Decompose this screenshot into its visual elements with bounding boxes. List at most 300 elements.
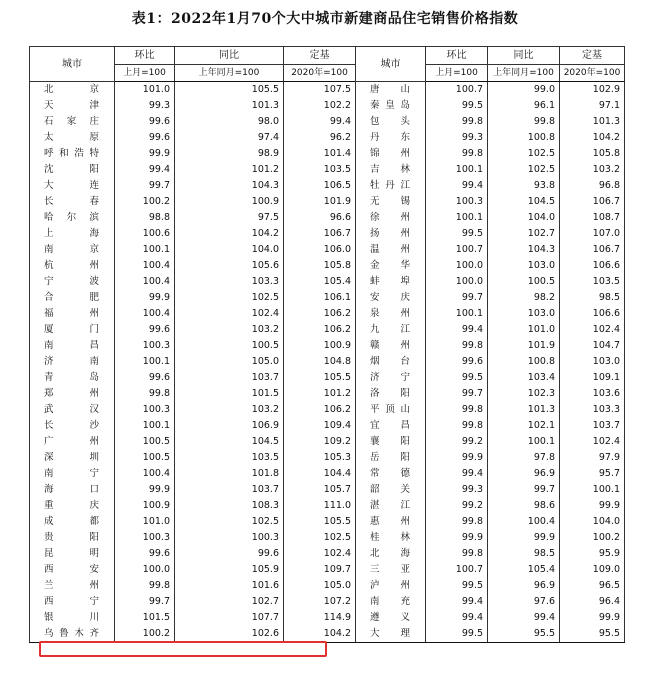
city-left-cell: 西安 xyxy=(30,562,115,578)
base-left-cell: 101.9 xyxy=(284,194,356,210)
mom-left-cell: 99.6 xyxy=(115,114,175,130)
yoy-left-cell: 102.4 xyxy=(175,306,284,322)
base-left-cell: 99.4 xyxy=(284,114,356,130)
yoy-right-cell: 102.1 xyxy=(488,418,560,434)
yoy-subheader-left: 上年同月=100 xyxy=(175,65,284,82)
yoy-left-cell: 102.7 xyxy=(175,594,284,610)
mom-left-cell: 100.2 xyxy=(115,194,175,210)
mom-left-cell: 99.6 xyxy=(115,370,175,386)
mom-right-cell: 99.2 xyxy=(426,498,488,514)
yoy-right-cell: 105.4 xyxy=(488,562,560,578)
base-left-cell: 106.5 xyxy=(284,178,356,194)
base-right-cell: 102.4 xyxy=(560,322,625,338)
mom-right-cell: 99.8 xyxy=(426,338,488,354)
mom-right-cell: 100.7 xyxy=(426,82,488,99)
mom-right-cell: 100.7 xyxy=(426,242,488,258)
yoy-right-cell: 104.5 xyxy=(488,194,560,210)
mom-left-cell: 99.9 xyxy=(115,146,175,162)
yoy-left-cell: 101.8 xyxy=(175,466,284,482)
table-row xyxy=(30,418,625,434)
base-right-cell: 100.2 xyxy=(560,530,625,546)
table-row xyxy=(30,498,625,514)
table-row xyxy=(30,178,625,194)
base-subheader-right: 2020年=100 xyxy=(560,65,625,82)
mom-left-cell: 99.9 xyxy=(115,482,175,498)
base-left-cell: 106.1 xyxy=(284,290,356,306)
city-left-cell: 海口 xyxy=(30,482,115,498)
yoy-left-cell: 108.3 xyxy=(175,498,284,514)
mom-left-cell: 100.3 xyxy=(115,530,175,546)
mom-right-cell: 99.5 xyxy=(426,370,488,386)
table-row xyxy=(30,194,625,210)
mom-right-cell: 99.5 xyxy=(426,578,488,594)
city-right-cell: 三亚 xyxy=(356,562,426,578)
city-left-cell: 大连 xyxy=(30,178,115,194)
city-left-cell: 济南 xyxy=(30,354,115,370)
yoy-right-cell: 95.5 xyxy=(488,626,560,643)
yoy-right-cell: 97.8 xyxy=(488,450,560,466)
mom-right-cell: 99.6 xyxy=(426,354,488,370)
table-row xyxy=(30,82,625,99)
city-left-cell: 呼和浩特 xyxy=(30,146,115,162)
base-left-cell: 101.4 xyxy=(284,146,356,162)
yoy-right-cell: 99.9 xyxy=(488,530,560,546)
mom-right-cell: 100.0 xyxy=(426,274,488,290)
highlight-box-xining xyxy=(39,641,327,657)
mom-right-cell: 99.8 xyxy=(426,514,488,530)
table-row xyxy=(30,578,625,594)
yoy-right-cell: 104.3 xyxy=(488,242,560,258)
yoy-right-cell: 102.3 xyxy=(488,386,560,402)
yoy-left-cell: 105.0 xyxy=(175,354,284,370)
yoy-right-cell: 99.0 xyxy=(488,82,560,99)
table-row xyxy=(30,162,625,178)
yoy-right-cell: 103.0 xyxy=(488,306,560,322)
city-right-cell: 无锡 xyxy=(356,194,426,210)
mom-right-cell: 99.8 xyxy=(426,418,488,434)
mom-left-cell: 98.8 xyxy=(115,210,175,226)
yoy-left-cell: 105.6 xyxy=(175,258,284,274)
mom-right-cell: 99.8 xyxy=(426,546,488,562)
city-left-cell: 郑州 xyxy=(30,386,115,402)
city-left-cell: 长春 xyxy=(30,194,115,210)
base-left-cell: 109.7 xyxy=(284,562,356,578)
mom-left-cell: 100.4 xyxy=(115,466,175,482)
city-right-cell: 包头 xyxy=(356,114,426,130)
base-left-cell: 105.3 xyxy=(284,450,356,466)
city-right-cell: 济宁 xyxy=(356,370,426,386)
mom-left-cell: 99.7 xyxy=(115,594,175,610)
mom-header-right: 环比 xyxy=(426,47,488,65)
base-right-cell: 101.3 xyxy=(560,114,625,130)
mom-right-cell: 99.7 xyxy=(426,386,488,402)
city-left-cell: 哈尔滨 xyxy=(30,210,115,226)
mom-right-cell: 99.5 xyxy=(426,98,488,114)
mom-left-cell: 100.0 xyxy=(115,562,175,578)
base-right-cell: 95.7 xyxy=(560,466,625,482)
city-header-right: 城市 xyxy=(356,47,426,82)
mom-left-cell: 99.6 xyxy=(115,546,175,562)
base-right-cell: 98.5 xyxy=(560,290,625,306)
yoy-left-cell: 97.4 xyxy=(175,130,284,146)
mom-left-cell: 101.5 xyxy=(115,610,175,626)
mom-right-cell: 99.5 xyxy=(426,226,488,242)
city-right-cell: 秦皇岛 xyxy=(356,98,426,114)
yoy-header-left: 同比 xyxy=(175,47,284,65)
base-right-cell: 100.1 xyxy=(560,482,625,498)
base-left-cell: 109.2 xyxy=(284,434,356,450)
mom-left-cell: 100.2 xyxy=(115,626,175,643)
table-row xyxy=(30,626,625,643)
city-right-cell: 九江 xyxy=(356,322,426,338)
base-left-cell: 106.2 xyxy=(284,306,356,322)
base-left-cell: 106.0 xyxy=(284,242,356,258)
table-row xyxy=(30,322,625,338)
mom-left-cell: 99.6 xyxy=(115,322,175,338)
base-left-cell: 100.9 xyxy=(284,338,356,354)
table-row xyxy=(30,450,625,466)
yoy-right-cell: 100.4 xyxy=(488,514,560,530)
city-right-cell: 温州 xyxy=(356,242,426,258)
city-left-cell: 兰州 xyxy=(30,578,115,594)
city-left-cell: 长沙 xyxy=(30,418,115,434)
base-left-cell: 101.2 xyxy=(284,386,356,402)
mom-right-cell: 99.5 xyxy=(426,626,488,643)
table-row xyxy=(30,210,625,226)
table-row xyxy=(30,98,625,114)
yoy-left-cell: 102.6 xyxy=(175,626,284,643)
city-right-cell: 平顶山 xyxy=(356,402,426,418)
mom-left-cell: 100.5 xyxy=(115,434,175,450)
base-right-cell: 97.9 xyxy=(560,450,625,466)
base-right-cell: 104.2 xyxy=(560,130,625,146)
base-right-cell: 102.9 xyxy=(560,82,625,99)
city-left-cell: 沈阳 xyxy=(30,162,115,178)
base-right-cell: 103.6 xyxy=(560,386,625,402)
yoy-right-cell: 104.0 xyxy=(488,210,560,226)
city-header-left: 城市 xyxy=(30,47,115,82)
mom-right-cell: 99.4 xyxy=(426,466,488,482)
base-right-cell: 109.0 xyxy=(560,562,625,578)
yoy-right-cell: 101.3 xyxy=(488,402,560,418)
yoy-left-cell: 101.5 xyxy=(175,386,284,402)
table-row xyxy=(30,306,625,322)
city-left-cell: 银川 xyxy=(30,610,115,626)
city-right-cell: 锦州 xyxy=(356,146,426,162)
mom-right-cell: 99.8 xyxy=(426,146,488,162)
city-right-cell: 烟台 xyxy=(356,354,426,370)
city-right-cell: 桂林 xyxy=(356,530,426,546)
base-right-cell: 103.5 xyxy=(560,274,625,290)
yoy-right-cell: 97.6 xyxy=(488,594,560,610)
yoy-right-cell: 103.4 xyxy=(488,370,560,386)
table-row xyxy=(30,290,625,306)
city-left-cell: 天津 xyxy=(30,98,115,114)
mom-right-cell: 99.8 xyxy=(426,114,488,130)
city-right-cell: 南充 xyxy=(356,594,426,610)
yoy-right-cell: 98.6 xyxy=(488,498,560,514)
city-right-cell: 泸州 xyxy=(356,578,426,594)
base-right-cell: 95.9 xyxy=(560,546,625,562)
yoy-right-cell: 98.2 xyxy=(488,290,560,306)
city-left-cell: 成都 xyxy=(30,514,115,530)
table-row xyxy=(30,370,625,386)
base-right-cell: 106.6 xyxy=(560,306,625,322)
city-right-cell: 牡丹江 xyxy=(356,178,426,194)
city-right-cell: 襄阳 xyxy=(356,434,426,450)
mom-left-cell: 100.6 xyxy=(115,226,175,242)
yoy-right-cell: 96.9 xyxy=(488,578,560,594)
mom-right-cell: 100.3 xyxy=(426,194,488,210)
base-right-cell: 103.2 xyxy=(560,162,625,178)
table-row xyxy=(30,130,625,146)
mom-right-cell: 99.9 xyxy=(426,450,488,466)
yoy-left-cell: 103.5 xyxy=(175,450,284,466)
base-right-cell: 96.8 xyxy=(560,178,625,194)
yoy-right-cell: 98.5 xyxy=(488,546,560,562)
yoy-left-cell: 103.7 xyxy=(175,482,284,498)
mom-left-cell: 100.1 xyxy=(115,242,175,258)
table-row xyxy=(30,338,625,354)
city-left-cell: 深圳 xyxy=(30,450,115,466)
base-left-cell: 111.0 xyxy=(284,498,356,514)
table-row xyxy=(30,274,625,290)
mom-left-cell: 100.1 xyxy=(115,418,175,434)
base-left-cell: 107.5 xyxy=(284,82,356,99)
yoy-left-cell: 100.5 xyxy=(175,338,284,354)
table-row xyxy=(30,514,625,530)
base-right-cell: 107.0 xyxy=(560,226,625,242)
table-row xyxy=(30,258,625,274)
city-right-cell: 蚌埠 xyxy=(356,274,426,290)
mom-left-cell: 101.0 xyxy=(115,514,175,530)
yoy-left-cell: 103.2 xyxy=(175,402,284,418)
city-left-cell: 南宁 xyxy=(30,466,115,482)
mom-left-cell: 101.0 xyxy=(115,82,175,99)
city-right-cell: 赣州 xyxy=(356,338,426,354)
mom-left-cell: 99.7 xyxy=(115,178,175,194)
base-right-cell: 99.9 xyxy=(560,498,625,514)
table-title: 表1：2022年1月70个大中城市新建商品住宅销售价格指数 xyxy=(131,11,519,27)
yoy-left-cell: 104.0 xyxy=(175,242,284,258)
base-left-cell: 114.9 xyxy=(284,610,356,626)
table-row xyxy=(30,546,625,562)
city-right-cell: 洛阳 xyxy=(356,386,426,402)
base-left-cell: 106.2 xyxy=(284,322,356,338)
city-right-cell: 大理 xyxy=(356,626,426,643)
yoy-left-cell: 103.7 xyxy=(175,370,284,386)
city-right-cell: 金华 xyxy=(356,258,426,274)
yoy-left-cell: 104.3 xyxy=(175,178,284,194)
city-right-cell: 惠州 xyxy=(356,514,426,530)
mom-right-cell: 100.1 xyxy=(426,210,488,226)
yoy-left-cell: 102.5 xyxy=(175,290,284,306)
table-row xyxy=(30,434,625,450)
base-right-cell: 103.3 xyxy=(560,402,625,418)
yoy-right-cell: 102.5 xyxy=(488,146,560,162)
city-right-cell: 扬州 xyxy=(356,226,426,242)
table-row xyxy=(30,146,625,162)
yoy-left-cell: 104.5 xyxy=(175,434,284,450)
city-left-cell: 乌鲁木齐 xyxy=(30,626,115,643)
base-right-cell: 105.8 xyxy=(560,146,625,162)
mom-right-cell: 99.7 xyxy=(426,290,488,306)
city-right-cell: 北海 xyxy=(356,546,426,562)
yoy-left-cell: 100.3 xyxy=(175,530,284,546)
base-right-cell: 95.5 xyxy=(560,626,625,643)
city-right-cell: 吉林 xyxy=(356,162,426,178)
header-row xyxy=(30,47,625,65)
yoy-left-cell: 99.6 xyxy=(175,546,284,562)
base-right-cell: 96.5 xyxy=(560,578,625,594)
mom-right-cell: 100.1 xyxy=(426,306,488,322)
yoy-right-cell: 99.8 xyxy=(488,114,560,130)
yoy-right-cell: 102.7 xyxy=(488,226,560,242)
yoy-right-cell: 103.0 xyxy=(488,258,560,274)
yoy-right-cell: 100.1 xyxy=(488,434,560,450)
mom-left-cell: 100.1 xyxy=(115,354,175,370)
yoy-left-cell: 104.2 xyxy=(175,226,284,242)
mom-header-left: 环比 xyxy=(115,47,175,65)
city-left-cell: 太原 xyxy=(30,130,115,146)
base-right-cell: 97.1 xyxy=(560,98,625,114)
mom-left-cell: 100.4 xyxy=(115,274,175,290)
base-right-cell: 108.7 xyxy=(560,210,625,226)
table-row xyxy=(30,226,625,242)
yoy-right-cell: 93.8 xyxy=(488,178,560,194)
city-left-cell: 厦门 xyxy=(30,322,115,338)
yoy-right-cell: 101.0 xyxy=(488,322,560,338)
yoy-left-cell: 103.2 xyxy=(175,322,284,338)
table-row xyxy=(30,114,625,130)
yoy-left-cell: 97.5 xyxy=(175,210,284,226)
city-right-cell: 泉州 xyxy=(356,306,426,322)
table-row xyxy=(30,562,625,578)
yoy-left-cell: 101.2 xyxy=(175,162,284,178)
mom-left-cell: 99.4 xyxy=(115,162,175,178)
yoy-right-cell: 100.5 xyxy=(488,274,560,290)
city-left-cell: 石家庄 xyxy=(30,114,115,130)
yoy-left-cell: 101.6 xyxy=(175,578,284,594)
city-right-cell: 徐州 xyxy=(356,210,426,226)
city-left-cell: 武汉 xyxy=(30,402,115,418)
yoy-left-cell: 105.9 xyxy=(175,562,284,578)
yoy-left-cell: 107.7 xyxy=(175,610,284,626)
base-left-cell: 106.7 xyxy=(284,226,356,242)
city-left-cell: 上海 xyxy=(30,226,115,242)
yoy-right-cell: 99.4 xyxy=(488,610,560,626)
city-right-cell: 岳阳 xyxy=(356,450,426,466)
city-left-cell: 宁波 xyxy=(30,274,115,290)
base-right-cell: 103.7 xyxy=(560,418,625,434)
table-row xyxy=(30,386,625,402)
mom-right-cell: 100.0 xyxy=(426,258,488,274)
yoy-right-cell: 96.9 xyxy=(488,466,560,482)
city-left-cell: 南京 xyxy=(30,242,115,258)
yoy-left-cell: 98.0 xyxy=(175,114,284,130)
base-left-cell: 107.2 xyxy=(284,594,356,610)
base-left-cell: 106.2 xyxy=(284,402,356,418)
mom-left-cell: 100.4 xyxy=(115,306,175,322)
city-right-cell: 韶关 xyxy=(356,482,426,498)
city-right-cell: 湛江 xyxy=(356,498,426,514)
city-right-cell: 常德 xyxy=(356,466,426,482)
city-left-cell: 北京 xyxy=(30,82,115,99)
mom-left-cell: 100.5 xyxy=(115,450,175,466)
yoy-right-cell: 100.8 xyxy=(488,354,560,370)
mom-right-cell: 99.4 xyxy=(426,322,488,338)
base-subheader-left: 2020年=100 xyxy=(284,65,356,82)
yoy-right-cell: 96.1 xyxy=(488,98,560,114)
city-left-cell: 南昌 xyxy=(30,338,115,354)
yoy-subheader-right: 上年同月=100 xyxy=(488,65,560,82)
mom-left-cell: 100.4 xyxy=(115,258,175,274)
table-row xyxy=(30,594,625,610)
base-left-cell: 102.2 xyxy=(284,98,356,114)
base-left-cell: 96.6 xyxy=(284,210,356,226)
table-row xyxy=(30,530,625,546)
city-left-cell: 合肥 xyxy=(30,290,115,306)
city-right-cell: 丹东 xyxy=(356,130,426,146)
city-left-cell: 贵阳 xyxy=(30,530,115,546)
mom-right-cell: 99.8 xyxy=(426,402,488,418)
yoy-right-cell: 99.7 xyxy=(488,482,560,498)
table-row xyxy=(30,354,625,370)
city-left-cell: 福州 xyxy=(30,306,115,322)
mom-left-cell: 99.3 xyxy=(115,98,175,114)
base-header-right: 定基 xyxy=(560,47,625,65)
base-left-cell: 102.4 xyxy=(284,546,356,562)
mom-left-cell: 99.8 xyxy=(115,578,175,594)
table-row xyxy=(30,610,625,626)
base-right-cell: 102.4 xyxy=(560,434,625,450)
city-right-cell: 遵义 xyxy=(356,610,426,626)
city-left-cell: 青岛 xyxy=(30,370,115,386)
base-right-cell: 104.0 xyxy=(560,514,625,530)
city-left-cell: 昆明 xyxy=(30,546,115,562)
base-left-cell: 102.5 xyxy=(284,530,356,546)
base-right-cell: 96.4 xyxy=(560,594,625,610)
subheader-row xyxy=(30,65,625,82)
base-right-cell: 103.0 xyxy=(560,354,625,370)
base-right-cell: 104.7 xyxy=(560,338,625,354)
mom-left-cell: 100.9 xyxy=(115,498,175,514)
base-left-cell: 104.2 xyxy=(284,626,356,643)
yoy-right-cell: 101.9 xyxy=(488,338,560,354)
base-left-cell: 104.8 xyxy=(284,354,356,370)
city-right-cell: 宜昌 xyxy=(356,418,426,434)
city-left-cell: 西宁 xyxy=(30,594,115,610)
mom-left-cell: 100.3 xyxy=(115,338,175,354)
mom-left-cell: 99.8 xyxy=(115,386,175,402)
mom-right-cell: 99.3 xyxy=(426,130,488,146)
mom-subheader-left: 上月=100 xyxy=(115,65,175,82)
yoy-left-cell: 101.3 xyxy=(175,98,284,114)
city-left-cell: 广州 xyxy=(30,434,115,450)
yoy-left-cell: 100.9 xyxy=(175,194,284,210)
city-right-cell: 安庆 xyxy=(356,290,426,306)
mom-right-cell: 99.4 xyxy=(426,178,488,194)
yoy-right-cell: 100.8 xyxy=(488,130,560,146)
yoy-left-cell: 98.9 xyxy=(175,146,284,162)
city-left-cell: 杭州 xyxy=(30,258,115,274)
yoy-left-cell: 106.9 xyxy=(175,418,284,434)
base-left-cell: 105.5 xyxy=(284,514,356,530)
table-row xyxy=(30,242,625,258)
mom-right-cell: 100.7 xyxy=(426,562,488,578)
mom-right-cell: 99.9 xyxy=(426,530,488,546)
yoy-left-cell: 105.5 xyxy=(175,82,284,99)
